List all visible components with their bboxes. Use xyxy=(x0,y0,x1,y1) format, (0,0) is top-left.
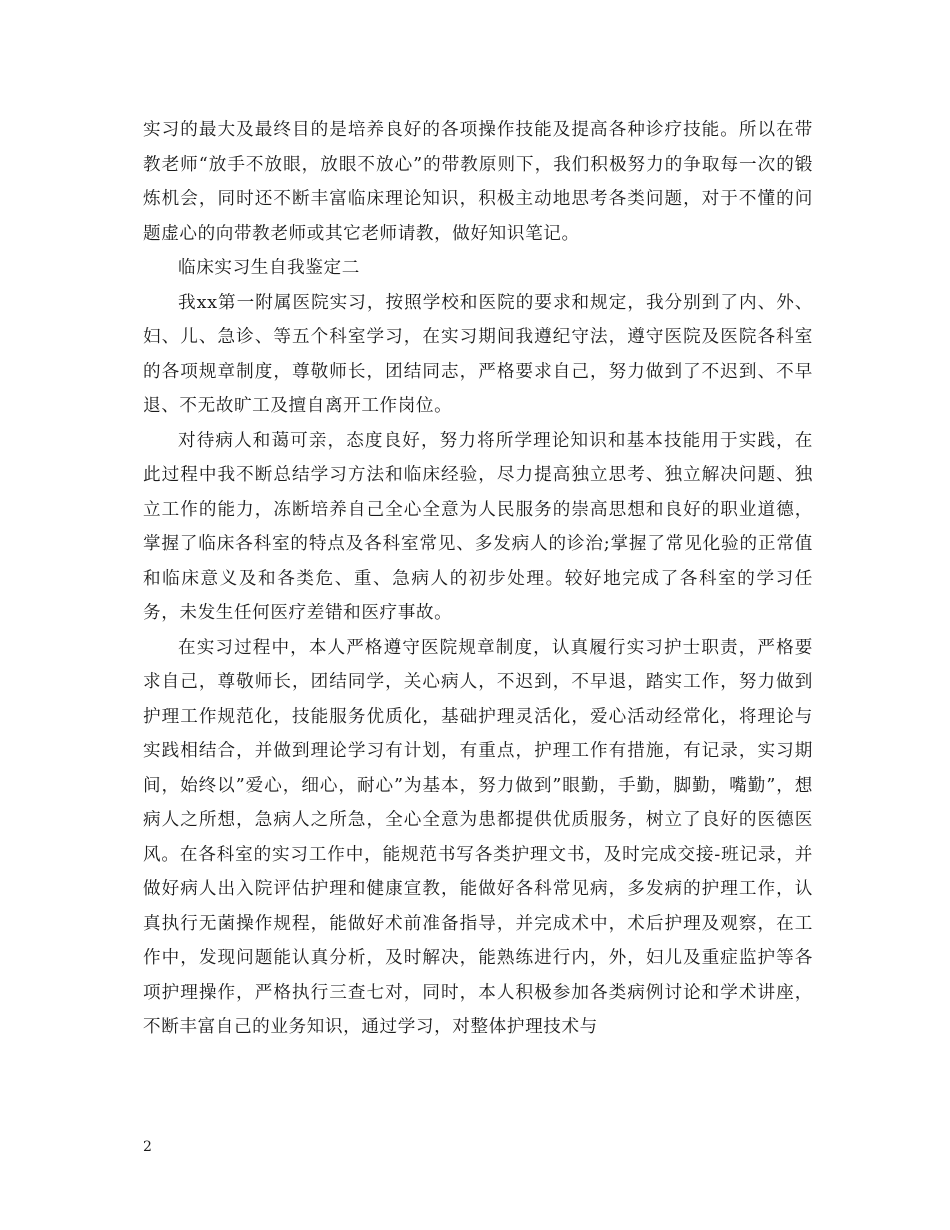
document-body xyxy=(143,113,813,1045)
paragraph-4: 在实习过程中，本人严格遵守医院规章制度，认真履行实习护士职责，严格要求自己，尊敬师长，团结同学，关心病人，不迟到，不早退，踏实工作，努力做到护理工作规范化，技能服务优质化，基础护理灵活化，爱心活动经常化，将理论与实践相结合，并做到理论学习有计划，有重点，护理工作有措施，有记录，实习期间，始终以”爱心，细心，耐心”为基本，努力做到”眼勤，手勤，脚勤，嘴勤”，想病人之所想，急病人之所急，全心全意为患都提供优质服务，树立了良好的医德医风。在各科室的实习工作中，能规范书写各类护理文书，及时完成交接-班记录，并做好病人出入院评估护理和健康宣教，能做好各科常见病，多发病的护理工作，认真执行无菌操作规程，能做好术前准备指导，并完成术中，术后护理及观察，在工作中，发现问题能认真分析，及时解决，能熟练进行内，外，妇儿及重症监护等各项护理操作，严格执行三查七对，同时，本人积极参加各类病例讨论和学术讲座，不断丰富自己的业务知识，通过学习，对整体护理技术与 xyxy=(143,637,813,1037)
page-number: 2 xyxy=(143,1139,152,1155)
paragraph-3: 对待病人和蔼可亲，态度良好，努力将所学理论知识和基本技能用于实践，在此过程中我不断总结学习方法和临床经验，尽力提高独立思考、独立解决问题、独立工作的能力，冻断培养自己全心全意为人民服务的崇高思想和良好的职业道德，掌握了临床各科室的特点及各科室常见、多发病人的诊治;掌握了常见化验的正常值和临床意义及和各类危、重、急病人的初步处理。较好地完成了各科室的学习任务，未发生任何医疗差错和医疗事故。 xyxy=(143,430,813,623)
paragraph-2: 我xx第一附属医院实习，按照学校和医院的要求和规定，我分别到了内、外、妇、儿、急诊、等五个科室学习，在实习期间我遵纪守法，遵守医院及医院各科室的各项规章制度，尊敬师长，团结同志，严格要求自己，努力做到了不迟到、不早退、不无故旷工及擅自离开工作岗位。 xyxy=(143,292,813,416)
paragraph-1: 实习的最大及最终目的是培养良好的各项操作技能及提高各种诊疗技能。所以在带教老师“放手不放眼，放眼不放心”的带教原则下，我们积极努力的争取每一次的锻炼机会，同时还不断丰富临床理论知识，积极主动地思考各类问题，对于不懂的问题虚心的向带教老师或其它老师请教，做好知识笔记。 xyxy=(143,120,813,244)
section-heading: 临床实习生自我鉴定二 xyxy=(178,258,360,278)
